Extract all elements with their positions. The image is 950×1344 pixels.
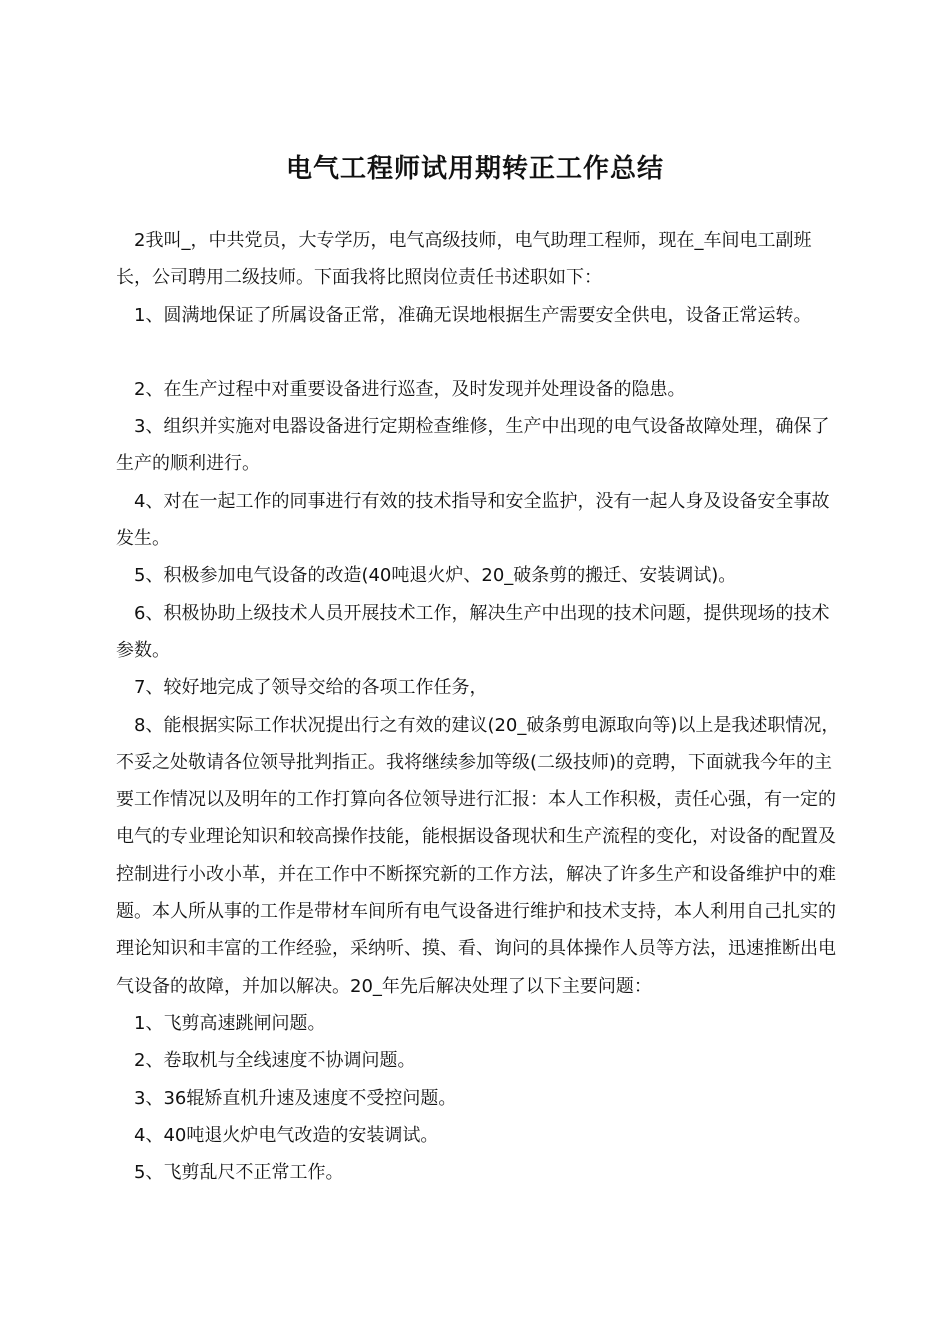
intro-paragraph: 2我叫_，中共党员，大专学历，电气高级技师，电气助理工程师，现在_车间电工副班长，公司聘用二级技师。下面我将比照岗位责任书述职如下： xyxy=(116,230,812,289)
duty-item-1: 1、圆满地保证了所属设备正常，准确无误地根据生产需要安全供电，设备正常运转。 xyxy=(134,304,812,326)
problem-item-2: 2、卷取机与全线速度不协调问题。 xyxy=(134,1050,416,1072)
duty-item-4: 4、对在一起工作的同事进行有效的技术指导和安全监护，没有一起人身及设备安全事故发生。 xyxy=(116,490,830,550)
duty-item-6: 6、积极协助上级技术人员开展技术工作，解决生产中出现的技术问题，提供现场的技术参数。 xyxy=(116,602,830,661)
problem-item-1: 1、飞剪高速跳闸问题。 xyxy=(134,1012,326,1034)
duty-item-3: 3、组织并实施对电器设备进行定期检查维修，生产中出现的电气设备故障处理，确保了生产的顺利进行。 xyxy=(116,416,830,475)
problem-item-4: 4、40吨退火炉电气改造的安装调试。 xyxy=(134,1124,439,1146)
duty-item-8: 8、能根据实际工作状况提出行之有效的建议(20_破条剪电源取向等)以上是我述职情况，不妥之处敬请各位领导批判指正。我将继续参加等级(二级技师)的竞聘，下面就我今年的主要工作情况以及明年的工作打算向各位领导进行汇报：本人工作积极，责任心强，有一定的电气的专业理论知识和较高操作技能，能根据设备现状和生产流程的变化，对设备的配置及控制进行小改小革，并在工作中不断探究新的工作方法，解决了许多生产和设备维护中的难题。本人所从事的工作是带材车间所有电气设备进行维护和技术支持，本人利用自己扎实的理论知识和丰富的工作经验，采纳听、摸、看、询问的具体操作人员等方法，迅速推断出电气设备的故障，并加以解决。20_年先后解决处理了以下主要问题： xyxy=(116,714,840,997)
problem-item-5: 5、飞剪乱尺不正常工作。 xyxy=(134,1162,344,1184)
document-title: 电气工程师试用期转正工作总结 xyxy=(285,154,664,185)
duty-item-5: 5、积极参加电气设备的改造(40吨退火炉、20_破条剪的搬迁、安装调试)。 xyxy=(134,565,737,587)
problem-item-3: 3、36辊矫直机升速及速度不受控问题。 xyxy=(134,1087,457,1109)
duty-item-2: 2、在生产过程中对重要设备进行巡查，及时发现并处理设备的隐患。 xyxy=(134,378,686,400)
duty-item-7: 7、较好地完成了领导交给的各项工作任务， xyxy=(134,677,488,699)
document-body xyxy=(116,222,844,1191)
